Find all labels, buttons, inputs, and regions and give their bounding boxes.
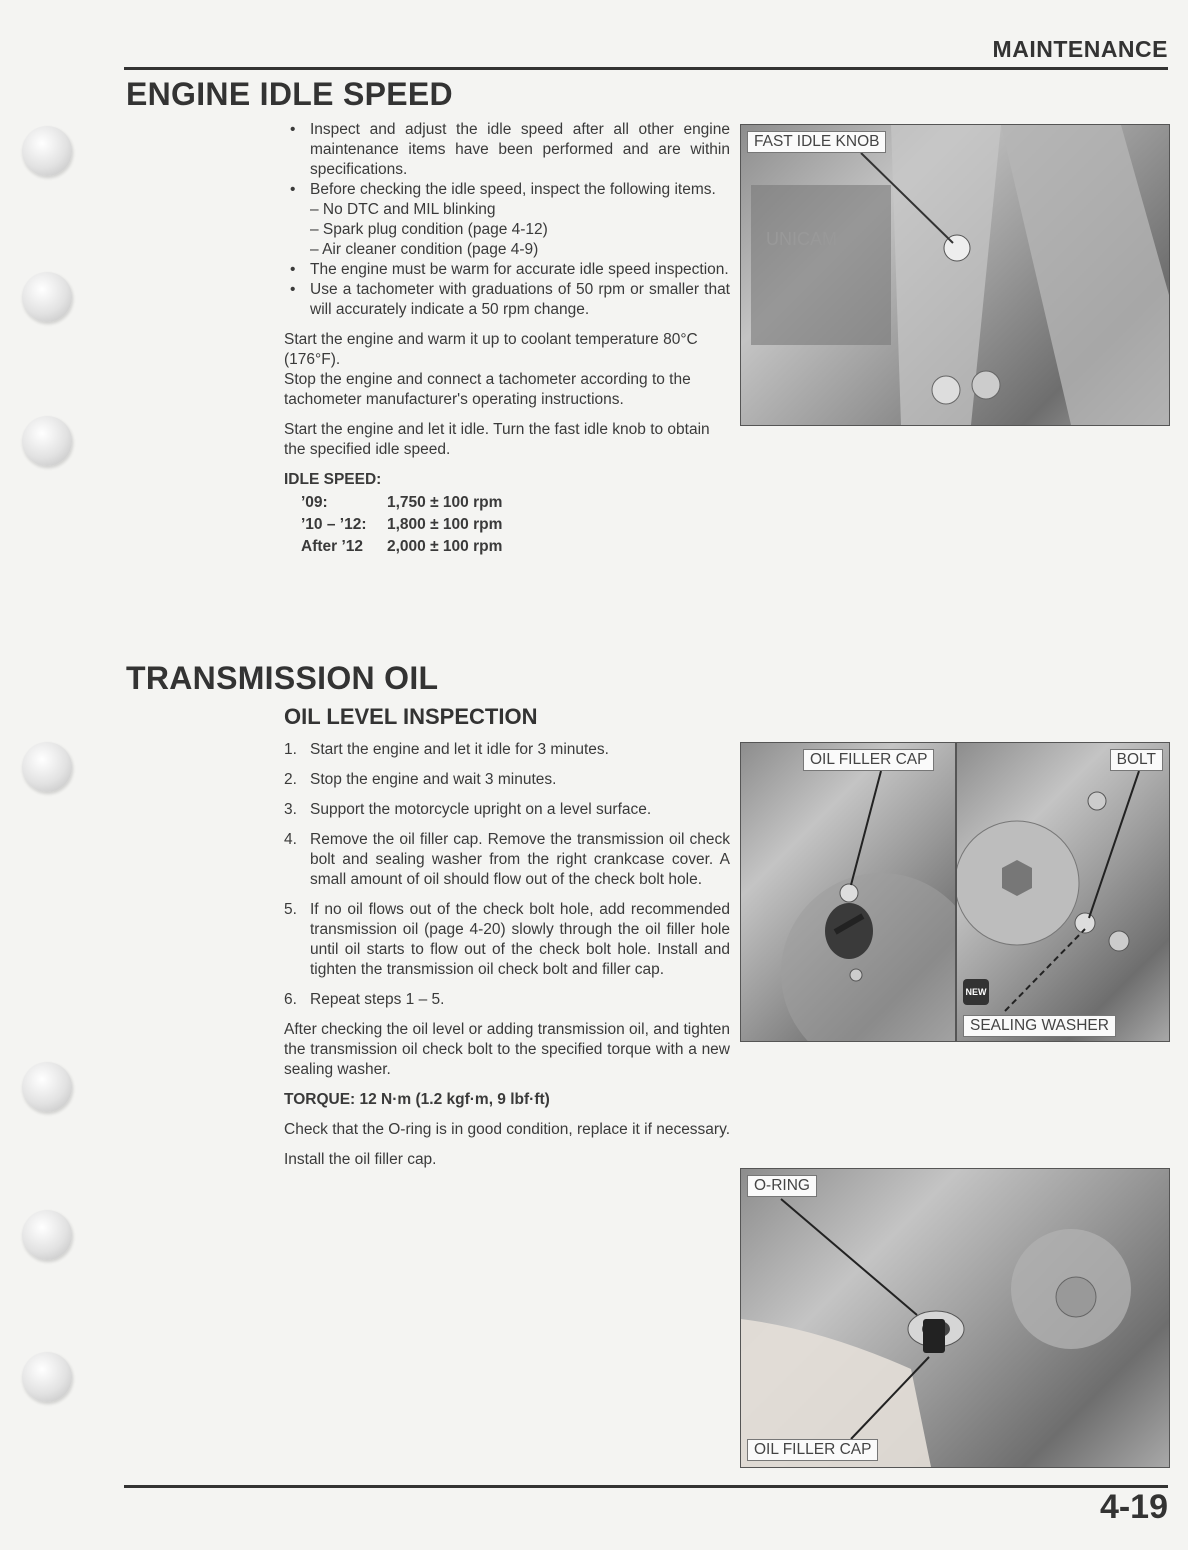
idle-body (284, 120, 730, 558)
step-item: 5. If no oil flows out of the check bolt hole, add recommended transmission oil (page 4-20) slowly through the oil filler hole until oil starts to flow out of the check bolt hole. Install and tighten the transmission oil check bolt and filler cap. (284, 901, 730, 978)
binder-hole (22, 1210, 72, 1260)
paragraph: Install the oil filler cap. (284, 1151, 437, 1168)
paragraph: Check that the O-ring is in good condition, replace it if necessary. (284, 1121, 730, 1138)
o-ring-photo (740, 1168, 1170, 1468)
paragraph: Stop the engine and connect a tachometer according to the tachometer manufacturer's operating instructions. (284, 371, 691, 408)
fast-idle-knob-photo (740, 124, 1170, 426)
section-label: MAINTENANCE (992, 36, 1168, 62)
steps-list (284, 740, 730, 1010)
check-item: – Air cleaner condition (page 4-9) (310, 241, 539, 258)
bullet-item: • Inspect and adjust the idle speed after all other engine maintenance items have been performed and are within specifications. (284, 120, 730, 180)
torque-spec: TORQUE: 12 N·m (1.2 kgf·m, 9 lbf·ft) (284, 1091, 550, 1108)
fast-idle-knob-label: FAST IDLE KNOB (747, 131, 886, 153)
spec-heading: IDLE SPEED: (284, 471, 382, 488)
header-rule (124, 67, 1168, 70)
binder-hole (22, 1062, 72, 1112)
page-number: 4-19 (1099, 1488, 1168, 1526)
paragraph: After checking the oil level or adding transmission oil, and tighten the transmission oil check bolt to the specified torque with a new sealing washer. (284, 1021, 730, 1078)
o-ring-label: O-RING (747, 1175, 817, 1197)
step-item: 6. Repeat steps 1 – 5. (284, 991, 445, 1008)
spec-row: ’10 – ’12: 1,800 ± 100 rpm (301, 516, 503, 533)
step-item: 3. Support the motorcycle upright on a level surface. (284, 801, 652, 818)
idle-bullets (284, 120, 730, 320)
bullet-text: Before checking the idle speed, inspect the following items. (310, 181, 716, 198)
idle-title: ENGINE IDLE SPEED (126, 76, 453, 112)
binder-hole (22, 416, 72, 466)
check-item: – Spark plug condition (page 4-12) (310, 221, 548, 238)
spec-table (301, 492, 502, 558)
bullet-item (284, 180, 730, 260)
binder-hole (22, 1352, 72, 1402)
oil-filler-cap-label-2: OIL FILLER CAP (747, 1439, 878, 1461)
inspection-subtitle: OIL LEVEL INSPECTION (284, 704, 538, 729)
oil-filler-cap-label: OIL FILLER CAP (803, 749, 934, 771)
oil-filler-cap-photo (740, 742, 956, 1042)
step-item: 2. Stop the engine and wait 3 minutes. (284, 771, 557, 788)
spec-row: ’09: 1,750 ± 100 rpm (301, 494, 503, 511)
filler-cap-illustration (741, 743, 955, 1041)
spec-row: After ’12 2,000 ± 100 rpm (301, 538, 503, 555)
paragraph: Start the engine and let it idle. Turn the fast idle knob to obtain the specified idle speed. (284, 421, 710, 458)
paragraph: Start the engine and warm it up to coolant temperature 80°C (176°F). (284, 331, 698, 368)
bolt-label: BOLT (1110, 749, 1163, 771)
step-item: 1. Start the engine and let it idle for 3 minutes. (284, 741, 609, 758)
engine-illustration (741, 125, 1169, 425)
bullet-item: • The engine must be warm for accurate idle speed inspection. (284, 260, 730, 280)
binder-hole (22, 126, 72, 176)
binder-hole (22, 742, 72, 792)
check-items (310, 200, 730, 260)
step-item: 4. Remove the oil filler cap. Remove the transmission oil check bolt and sealing washer from the right crankcase cover. A small amount of oil should flow out of the check bolt hole. (284, 831, 730, 888)
check-item: – No DTC and MIL blinking (310, 201, 496, 218)
transmission-body (284, 740, 730, 1180)
o-ring-illustration (741, 1169, 1169, 1467)
sealing-washer-label: SEALING WASHER (963, 1015, 1116, 1037)
unicam-emboss: UNICAM (766, 229, 837, 249)
check-bolt-photo (956, 742, 1170, 1042)
new-part-icon: NEW (963, 979, 989, 1005)
bullet-item: • Use a tachometer with graduations of 50 rpm or smaller that will accurately indicate a 50 rpm change. (284, 280, 730, 320)
footer-rule (124, 1485, 1168, 1488)
transmission-title: TRANSMISSION OIL (126, 660, 439, 696)
binder-hole (22, 272, 72, 322)
